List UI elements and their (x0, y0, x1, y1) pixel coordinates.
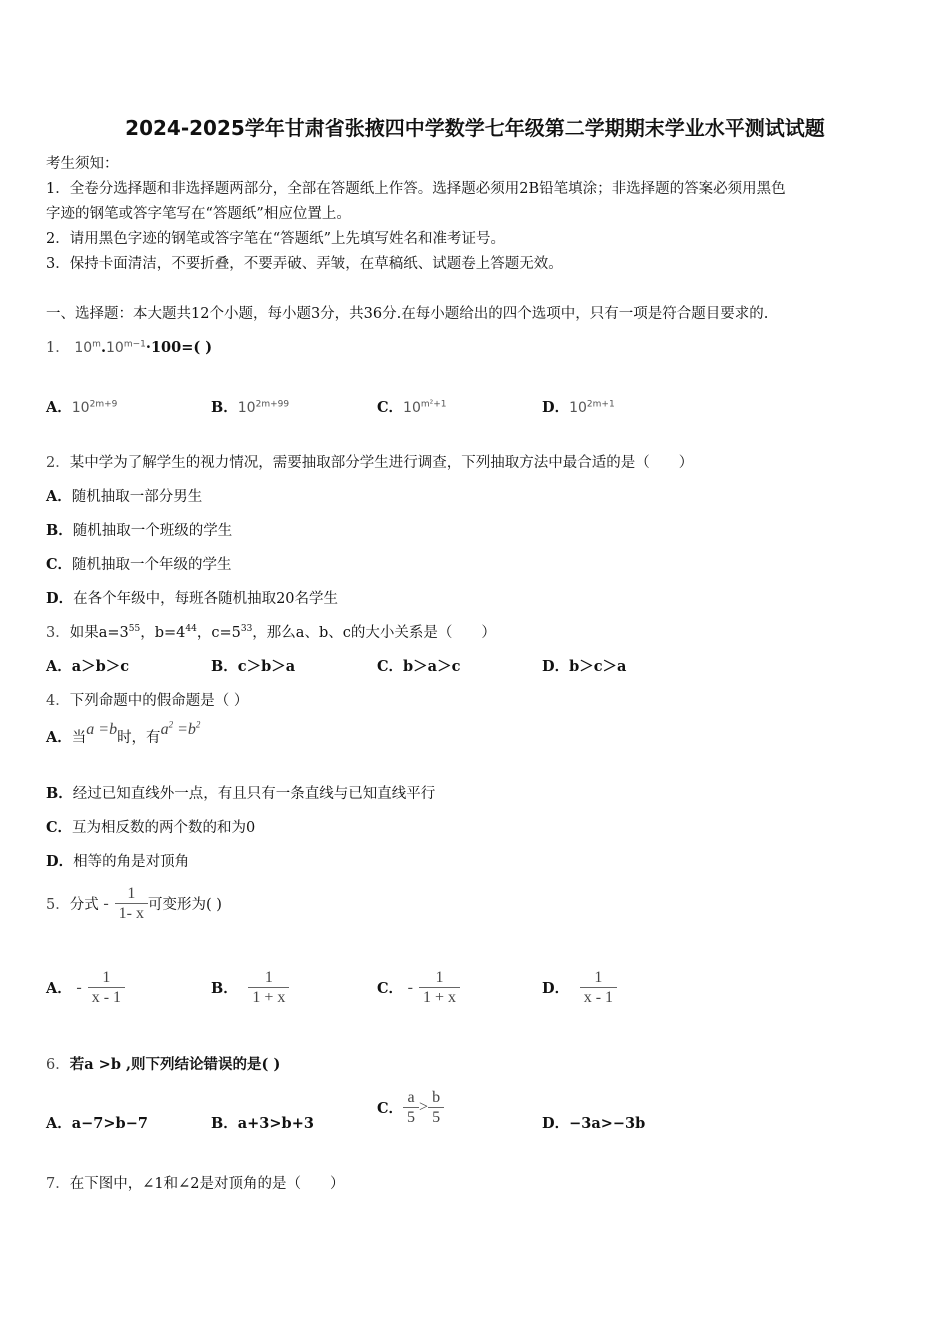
question-7: 7．在下图中，∠1和∠2是对顶角的是（ ） (46, 1176, 345, 1192)
notice-item-2: 2．请用黑色字迹的钢笔或答字笔在“答题纸”上先填写姓名和准考证号。 (46, 231, 506, 247)
q2-option-c[interactable]: C．随机抽取一个年级的学生 (46, 556, 232, 573)
question-number: 1． (46, 340, 70, 356)
q2-option-a[interactable]: A．随机抽取一部分男生 (46, 488, 203, 505)
q3-option-d[interactable]: D．b＞c＞a (542, 658, 627, 675)
question-1: 1． $10^m.10^{m-1}\cdot 100=$( ) (46, 339, 213, 356)
q1-term-2: $10^{m-1}$ (106, 339, 146, 356)
notice-item-1a: 1．全卷分选择题和非选择题两部分，全部在答题纸上作答。选择题必须用2B铅笔填涂；非选择题的答案必须用黑色 (46, 181, 786, 197)
q2-option-d[interactable]: D．在各个年级中，每班各随机抽取20名学生 (46, 590, 339, 607)
question-4: 4．下列命题中的假命题是（ ） (46, 693, 249, 709)
q1-tail: ·100=( ) (145, 339, 213, 356)
q5-option-c[interactable]: C． - $\frac{1}{1 + x}$ (377, 968, 460, 1007)
question-5: 5．分式 - $\frac{1}{1- x}$ 可变形为( ) (46, 885, 222, 923)
q5-fraction: $\frac{1}{1- x}$ (115, 884, 148, 923)
q3-option-a[interactable]: A．a＞b＞c (46, 658, 130, 675)
notice-heading: 考生须知： (46, 156, 119, 172)
q4-option-a[interactable]: A．当a =b时，有$a^2 =b^2$ (46, 719, 201, 746)
q6-option-c[interactable]: C． $\frac{a}{5}$ > $\frac{b}{5}$ (377, 1088, 444, 1127)
q5-option-b[interactable]: B． $\frac{1}{1 + x}$ (211, 968, 289, 1007)
page-title: 2024-2025学年甘肃省张掖四中学数学七年级第二学期期末学业水平测试试题 (125, 116, 825, 140)
notice-item-3: 3．保持卡面清洁，不要折叠，不要弄破、弄皱，在草稿纸、试题卷上答题无效。 (46, 256, 563, 272)
q5-option-d[interactable]: D． $\frac{1}{x - 1}$ (542, 968, 617, 1007)
q1-option-d[interactable]: D．$10^{2m+1}$ (542, 399, 615, 416)
section-heading: 一、选择题：本大题共12个小题，每小题3分，共36分.在每小题给出的四个选项中，只有一项是符合题目要求的. (46, 306, 769, 322)
q1-option-b[interactable]: B．$10^{2m+99}$ (211, 399, 290, 416)
q1-option-a[interactable]: A．$10^{2m+9}$ (46, 399, 118, 416)
q3-option-c[interactable]: C．b＞a＞c (377, 658, 461, 675)
q4-option-d[interactable]: D．相等的角是对顶角 (46, 853, 190, 870)
q6-option-b[interactable]: B．a+3>b+3 (211, 1115, 314, 1132)
q6-option-a[interactable]: A．a−7>b−7 (46, 1115, 148, 1132)
q4-option-c[interactable]: C．互为相反数的两个数的和为0 (46, 819, 256, 836)
q6-option-d[interactable]: D．−3a>−3b (542, 1115, 646, 1132)
question-6: 6．若a >b ,则下列结论错误的是( ) (46, 1056, 281, 1073)
q2-option-b[interactable]: B．随机抽取一个班级的学生 (46, 522, 233, 539)
notice-item-1b: 字迹的钢笔或答字笔写在“答题纸”相应位置上。 (46, 206, 351, 222)
q1-option-c[interactable]: C．$10^{m^2+1}$ (377, 399, 447, 416)
question-2: 2．某中学为了解学生的视力情况，需要抽取部分学生进行调查，下列抽取方法中最合适的是（ ） (46, 455, 694, 471)
q4-option-b[interactable]: B．经过已知直线外一点，有且只有一条直线与已知直线平行 (46, 785, 436, 802)
q1-term-1: 10$^m$ (74, 339, 101, 356)
q5-option-a[interactable]: A． - $\frac{1}{x - 1}$ (46, 968, 125, 1007)
question-3: 3．如果$a=3^{55}$，$b=4^{44}$，$c=5^{33}$，那么a、b、c的大小关系是（ ） (46, 624, 496, 641)
q3-option-b[interactable]: B．c＞b＞a (211, 658, 296, 675)
